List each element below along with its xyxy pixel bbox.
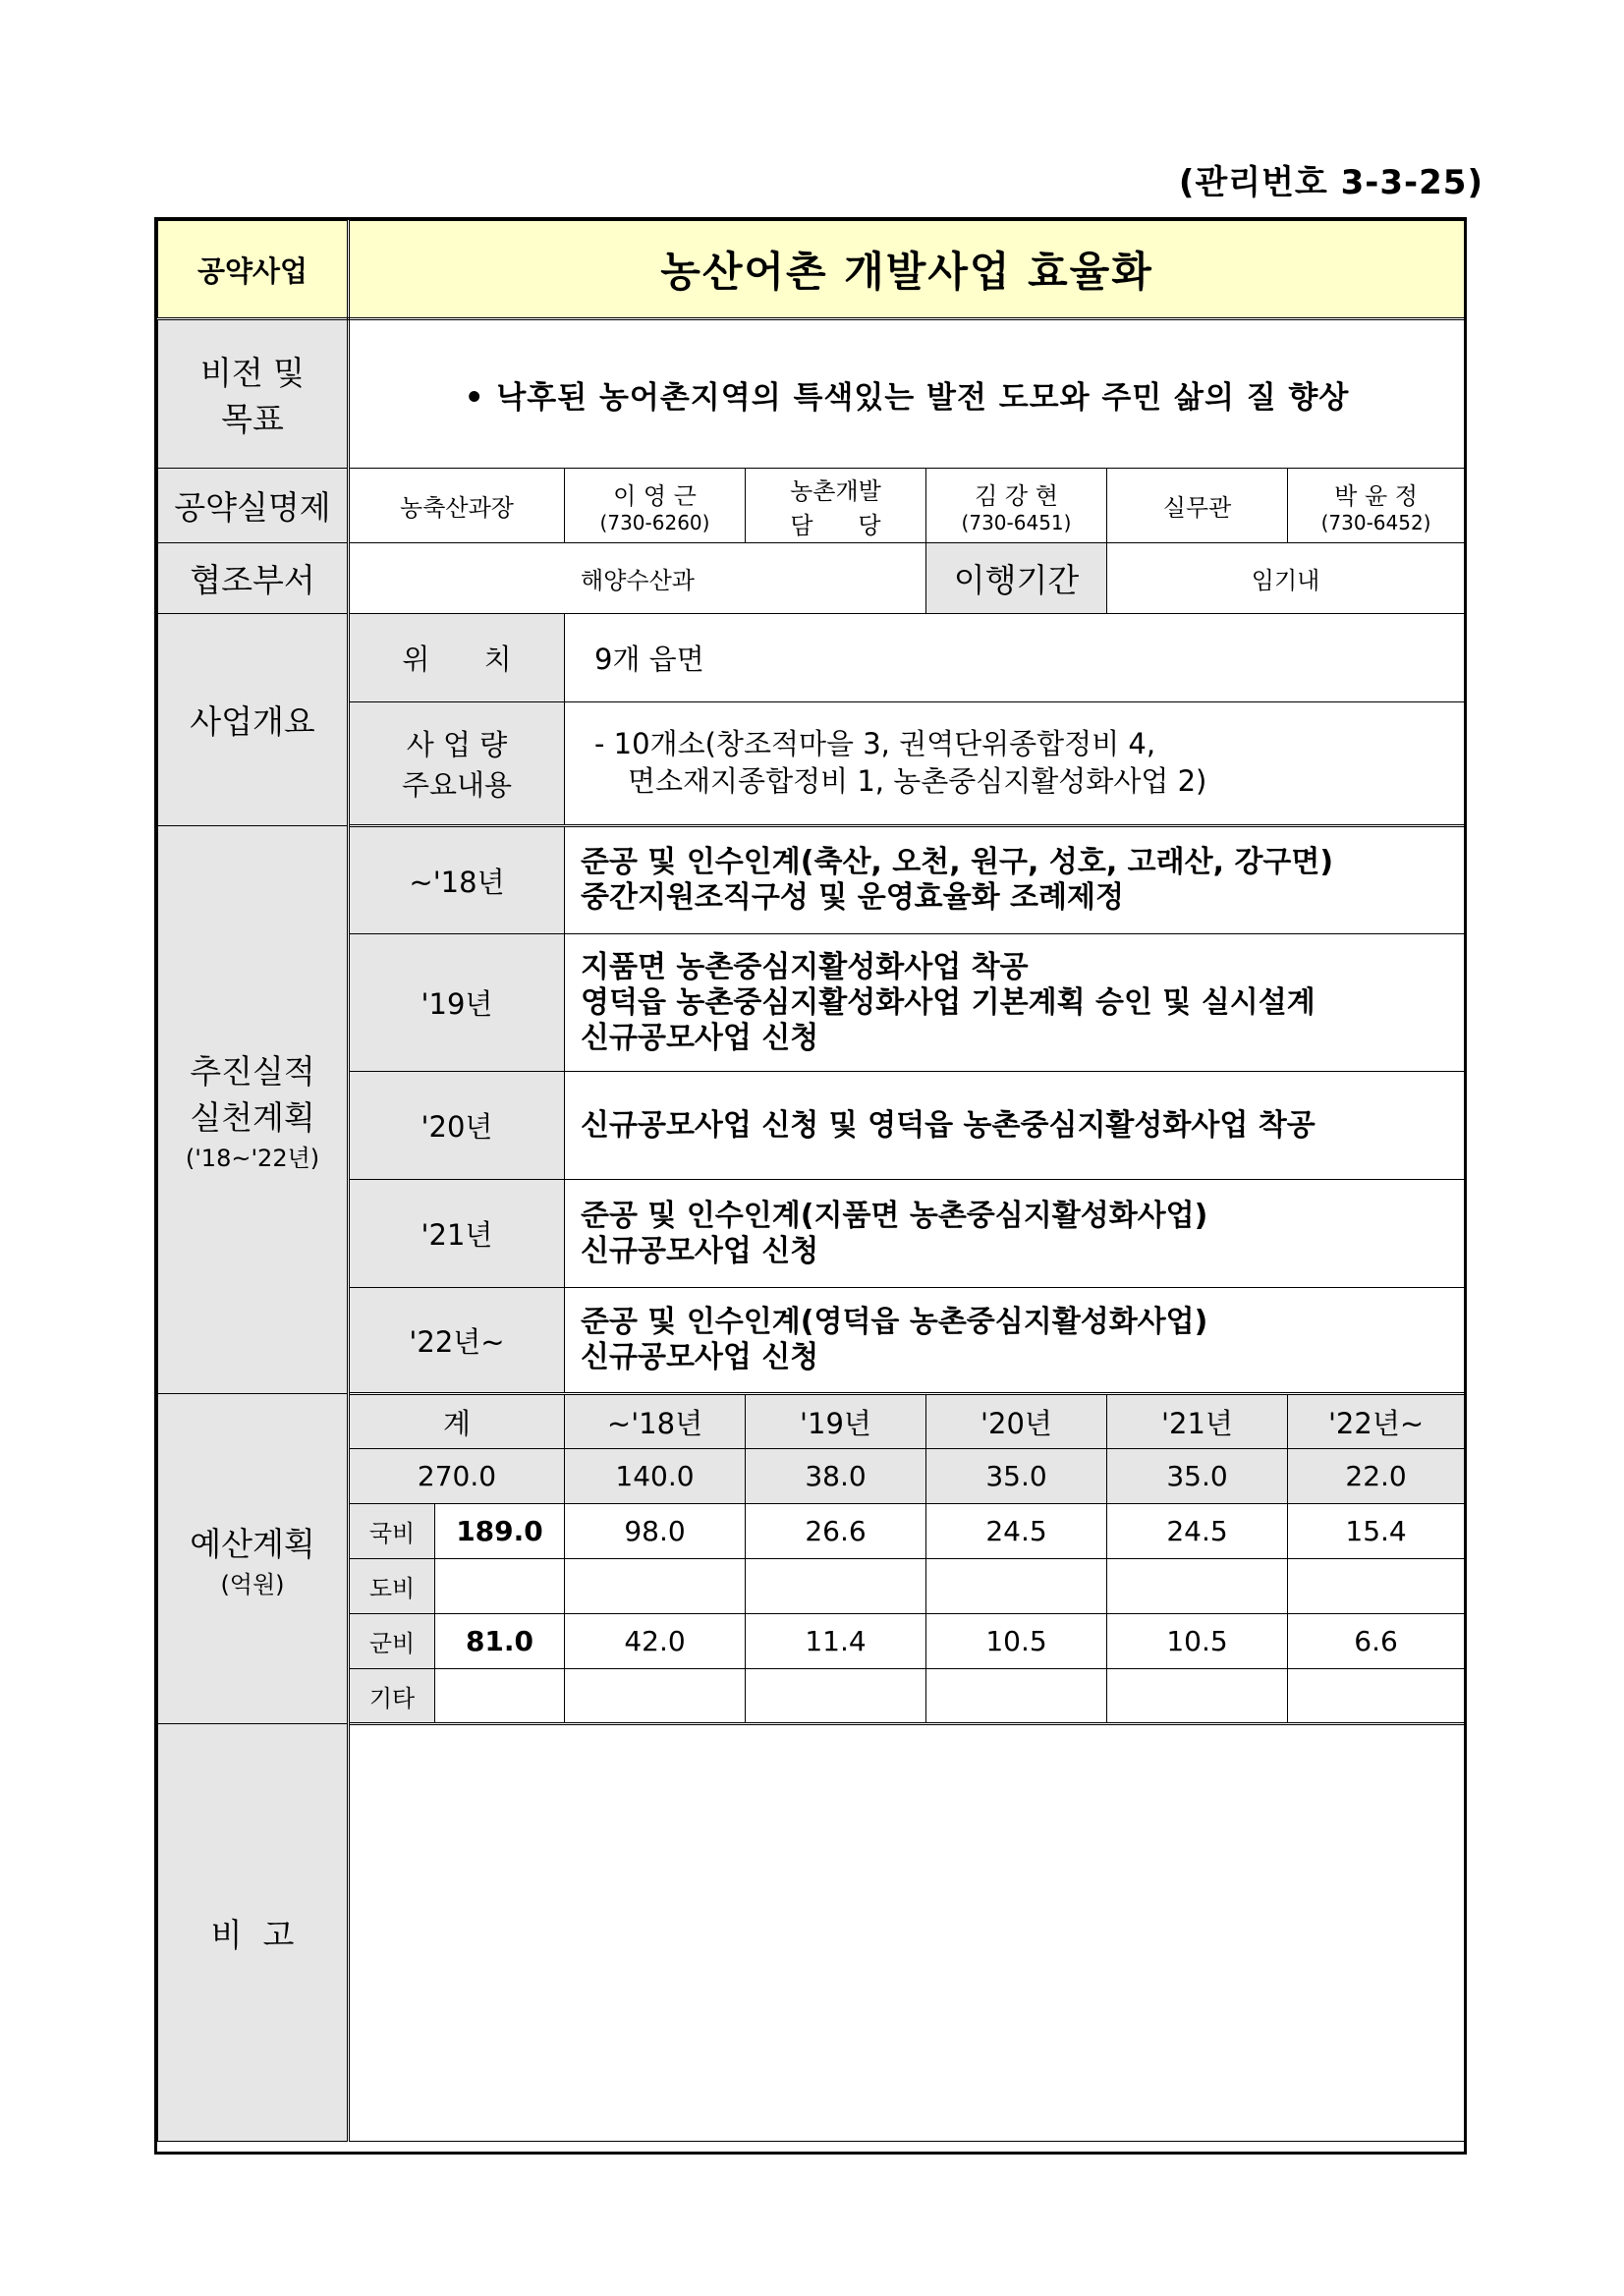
budget-total: 35.0 <box>1107 1449 1288 1504</box>
person-3: 박 윤 정 (730-6452) <box>1288 469 1465 543</box>
fund-name: 기타 <box>349 1669 435 1724</box>
progress-year: ~'18년 <box>349 826 565 934</box>
fund-value: 11.4 <box>746 1614 926 1669</box>
coop-label: 협조부서 <box>158 543 349 614</box>
fund-value: 10.5 <box>926 1614 1107 1669</box>
responsible-dept: 농축산과장 <box>349 469 565 543</box>
quantity-label: 사 업 량 주요내용 <box>349 702 565 826</box>
pledge-title: 농산어촌 개발사업 효율화 <box>349 221 1465 319</box>
progress-year: '20년 <box>349 1072 565 1180</box>
progress-label: 추진실적 실천계획 ('18~'22년) <box>158 826 349 1394</box>
fund-value: 98.0 <box>565 1504 746 1559</box>
progress-text: 준공 및 인수인계(영덕읍 농촌중심지활성화사업) 신규공모사업 신청 <box>565 1288 1465 1394</box>
person-1: 이 영 근 (730-6260) <box>565 469 746 543</box>
fund-name: 도비 <box>349 1559 435 1614</box>
budget-header: '22년~ <box>1288 1394 1465 1449</box>
budget-header: ~'18년 <box>565 1394 746 1449</box>
budget-total: 140.0 <box>565 1449 746 1504</box>
progress-year: '19년 <box>349 934 565 1072</box>
budget-header: '21년 <box>1107 1394 1288 1449</box>
fund-name: 국비 <box>349 1504 435 1559</box>
budget-total: 38.0 <box>746 1449 926 1504</box>
location-value: 9개 읍면 <box>565 614 1465 702</box>
progress-text: 지품면 농촌중심지활성화사업 착공 영덕읍 농촌중심지활성화사업 기본계획 승인 및 실시설계 신규공모사업 신청 <box>565 934 1465 1072</box>
responsible-label: 공약실명제 <box>158 469 349 543</box>
role-2: 농촌개발 담 당 <box>746 469 926 543</box>
fund-value: 24.5 <box>926 1504 1107 1559</box>
fund-value: 24.5 <box>1107 1504 1288 1559</box>
budget-total: 35.0 <box>926 1449 1107 1504</box>
progress-text: 준공 및 인수인계(축산, 오천, 원구, 성호, 고래산, 강구면) 중간지원조직구성 및 운영효율화 조례제정 <box>565 826 1465 934</box>
remarks-label: 비 고 <box>158 1724 349 2142</box>
fund-name: 군비 <box>349 1614 435 1669</box>
overview-label: 사업개요 <box>158 614 349 826</box>
fund-sum: 81.0 <box>435 1614 565 1669</box>
person-2: 김 강 현 (730-6451) <box>926 469 1107 543</box>
fund-value: 6.6 <box>1288 1614 1465 1669</box>
budget-total: 270.0 <box>349 1449 565 1504</box>
management-number: (관리번호 3-3-25) <box>1178 163 1484 202</box>
location-label: 위 치 <box>349 614 565 702</box>
budget-total: 22.0 <box>1288 1449 1465 1504</box>
progress-text: 준공 및 인수인계(지품면 농촌중심지활성화사업) 신규공모사업 신청 <box>565 1180 1465 1288</box>
fund-value: 15.4 <box>1288 1504 1465 1559</box>
fund-value: 10.5 <box>1107 1614 1288 1669</box>
progress-year: '21년 <box>349 1180 565 1288</box>
pledge-label: 공약사업 <box>158 221 349 319</box>
progress-text: 신규공모사업 신청 및 영덕읍 농촌중심지활성화사업 착공 <box>565 1072 1465 1180</box>
period-label: 이행기간 <box>926 543 1107 614</box>
budget-header: 계 <box>349 1394 565 1449</box>
budget-header: '20년 <box>926 1394 1107 1449</box>
fund-sum: 189.0 <box>435 1504 565 1559</box>
fund-value: 42.0 <box>565 1614 746 1669</box>
budget-label: 예산계획 (억원) <box>158 1394 349 1724</box>
role-3: 실무관 <box>1107 469 1288 543</box>
table-frame <box>154 217 1467 2155</box>
quantity-value: - 10개소(창조적마을 3, 권역단위종합정비 4, 면소재지종합정비 1, 농촌중심지활성화사업 2) <box>565 702 1465 826</box>
fund-value: 26.6 <box>746 1504 926 1559</box>
budget-header: '19년 <box>746 1394 926 1449</box>
period-value: 임기내 <box>1107 543 1465 614</box>
vision-text: • 낙후된 농어촌지역의 특색있는 발전 도모와 주민 삶의 질 향상 <box>349 319 1465 469</box>
vision-label: 비전 및 목표 <box>158 319 349 469</box>
progress-year: '22년~ <box>349 1288 565 1394</box>
coop-dept: 해양수산과 <box>349 543 926 614</box>
